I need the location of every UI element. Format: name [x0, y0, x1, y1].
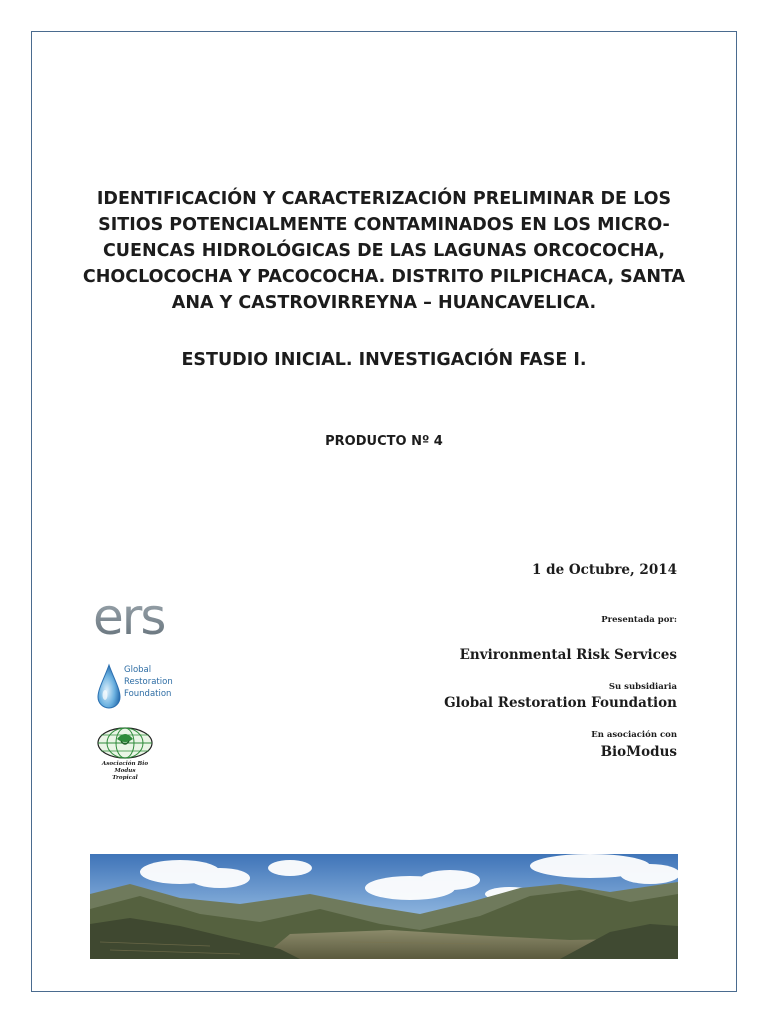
title-line: CHOCLOCOCHA Y PACOCOCHA. DISTRITO PILPICHACA, SANTA — [82, 267, 686, 287]
title-line: IDENTIFICACIÓN Y CARACTERIZACIÓN PRELIMINAR DE LOS — [96, 189, 672, 209]
landscape-photo — [90, 854, 678, 959]
grf-logo-line: Restoration — [124, 677, 173, 687]
subsidiary-name: Global Restoration Foundation — [444, 695, 677, 711]
page-border — [31, 31, 737, 992]
subsidiary-label: Su subsidiaria — [608, 682, 677, 692]
document-subtitle: ESTUDIO INICIAL. INVESTIGACIÓN FASE I. — [181, 350, 587, 370]
title-line: SITIOS POTENCIALMENTE CONTAMINADOS EN LOS MICRO- — [98, 215, 670, 235]
globe-emblem-icon — [95, 725, 155, 761]
grf-logo-line: Foundation — [124, 689, 172, 699]
grf-logo — [96, 663, 196, 713]
association-label: En asociación con — [591, 730, 677, 740]
document-date: 1 de Octubre, 2014 — [532, 562, 677, 578]
associate-name: BioModus — [600, 744, 677, 760]
ers-logo — [93, 590, 185, 640]
abm-logo-line: Tropical — [112, 775, 138, 781]
document-title — [60, 186, 708, 316]
product-number: PRODUCTO Nº 4 — [325, 434, 443, 449]
landscape-banner — [90, 854, 678, 959]
presented-by-label: Presentada por: — [601, 615, 677, 625]
title-line: ANA Y CASTROVIRREYNA – HUANCAVELICA. — [171, 293, 597, 313]
water-drop-icon — [96, 663, 122, 711]
abm-logo — [95, 725, 185, 787]
presenter-name: Environmental Risk Services — [459, 647, 677, 663]
title-line: CUENCAS HIDROLÓGICAS DE LAS LAGUNAS ORCOCOCHA, — [102, 241, 666, 261]
abm-logo-line: Asociación Bio Modus — [101, 761, 149, 774]
grf-logo-line: Global — [124, 665, 152, 675]
ers-logo-text: ers — [93, 590, 165, 640]
